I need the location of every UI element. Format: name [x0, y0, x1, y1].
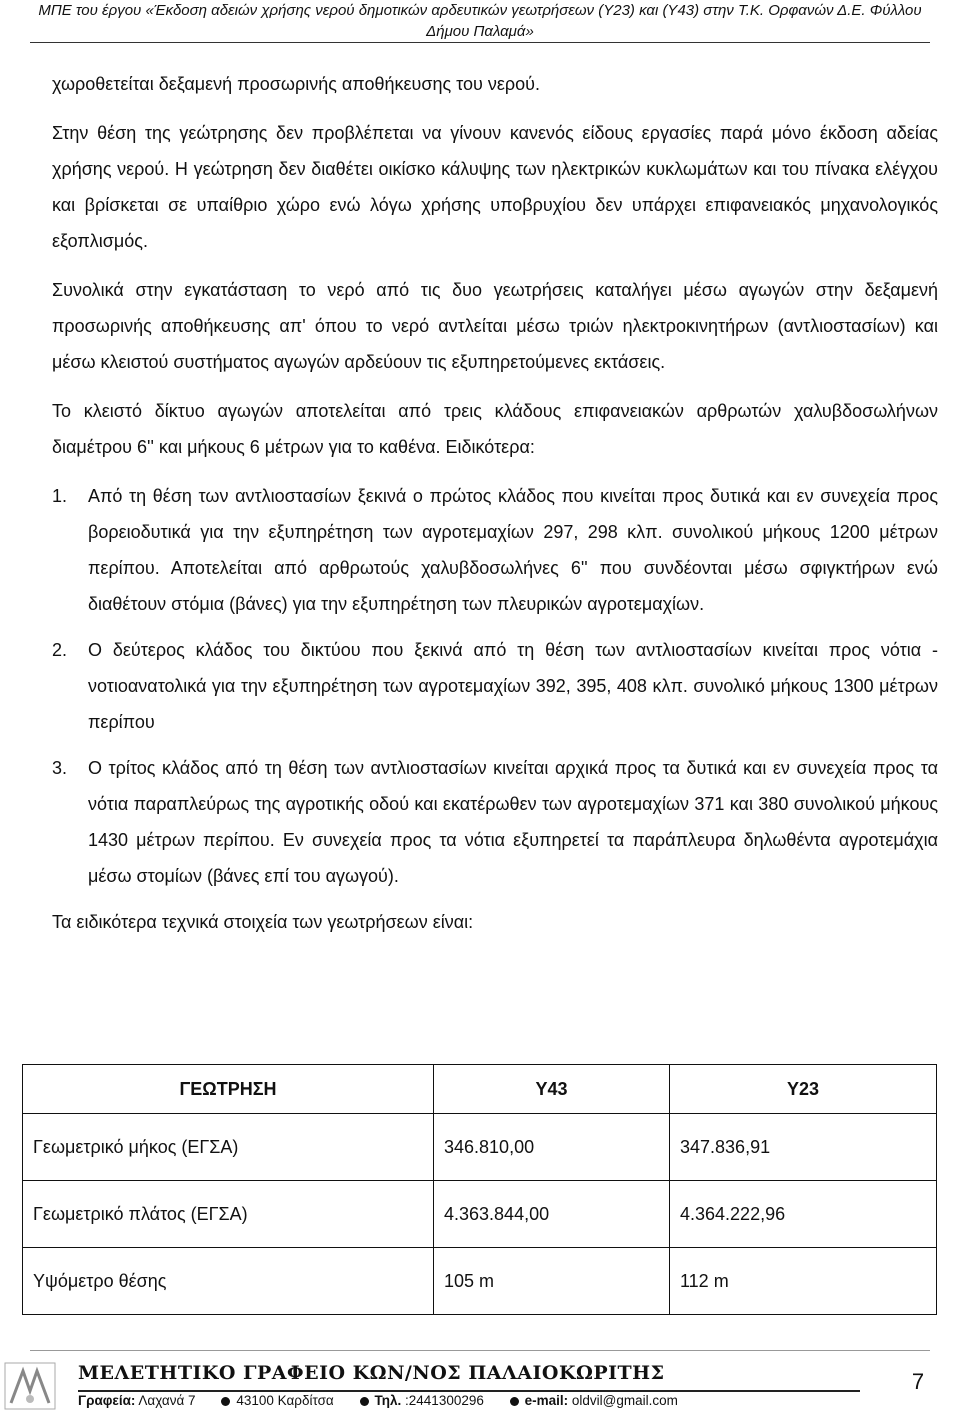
header-divider	[30, 42, 930, 43]
table-cell: Γεωμετρικό πλάτος (ΕΓΣΑ)	[23, 1181, 434, 1248]
table-header-cell: Υ43	[434, 1065, 670, 1114]
phone-label: Τηλ.	[374, 1393, 402, 1408]
table-header-row	[23, 1065, 937, 1114]
list-item-text: Ο δεύτερος κλάδος του δικτύου που ξεκινά από τη θέση των αντλιοστασίων κινείται προς νότια - νοτιοανατολικά για την εξυπηρέτηση των αγροτεμαχίων 392, 395, 408 κλπ. συνολικό μήκους 1300 μέτρων περίπου	[88, 640, 938, 732]
table-header-cell: ΓΕΩΤΡΗΣΗ	[23, 1065, 434, 1114]
footer-divider	[30, 1350, 930, 1351]
paragraph-3: Συνολικά στην εγκατάσταση το νερό από τις δυο γεωτρήσεις καταλήγει μέσω αγωγών στην δεξαμενή προσωρινής αποθήκευσης απ' όπου το νερό αντλείται μέσω τριών ηλεκτροκινητήρων (αντλιοστασίων) και μέσω κλειστού συστήματος αγωγών αρδεύουν τις εξυπηρετούμενες εκτάσεις.	[52, 280, 938, 372]
table-row	[23, 1114, 937, 1181]
email-label: e-mail:	[524, 1393, 569, 1408]
email	[510, 1393, 678, 1408]
list-item	[52, 750, 938, 894]
table-header-cell: Υ23	[670, 1065, 937, 1114]
postal-address	[221, 1393, 337, 1408]
postal-value: 43100 Καρδίτσα	[236, 1393, 334, 1408]
bullet-icon	[221, 1397, 230, 1406]
document-body	[52, 66, 938, 953]
list-item-number: 2.	[52, 640, 68, 660]
contact-line	[78, 1393, 700, 1408]
bullet-icon	[360, 1397, 369, 1406]
table-cell: 105 m	[434, 1248, 670, 1315]
paragraph-4: Το κλειστό δίκτυο αγωγών αποτελείται από τρεις κλάδους επιφανειακών αρθρωτών χαλυβδοσωλήνων διαμέτρου 6'' και μήκους 6 μέτρων για το καθένα. Ειδικότερα:	[52, 401, 938, 457]
list-item-number: 3.	[52, 758, 68, 778]
table-cell: 4.364.222,96	[670, 1181, 937, 1248]
list-item	[52, 632, 938, 740]
phone	[360, 1393, 488, 1408]
office-value: Λαχανά 7	[138, 1393, 196, 1408]
phone-value: :2441300296	[405, 1393, 484, 1408]
office-label: Γραφεία:	[78, 1393, 136, 1408]
bullet-icon	[510, 1397, 519, 1406]
document-header: ΜΠΕ του έργου «Έκδοση αδειών χρήσης νερού δημοτικών αρδευτικών γεωτρήσεων (Υ23) και (Υ43) στην Τ.Κ. Ορφανών Δ.Ε. Φύλλου Δήμου Παλαμά»	[38, 2, 922, 40]
table-cell: Γεωμετρικό μήκος (ΕΓΣΑ)	[23, 1114, 434, 1181]
company-divider	[78, 1390, 860, 1392]
table-cell: 112 m	[670, 1248, 937, 1315]
paragraph-2: Στην θέση της γεώτρησης δεν προβλέπεται να γίνουν κανενός είδους εργασίες παρά μόνο έκδοση αδείας χρήσης νερού. Η γεώτρηση δεν διαθέτει οικίσκο κάλυψης των ηλεκτρικών κυκλωμάτων και του πίνακα ελέγχου και βρίσκεται σε υπαίθριο χώρο ενώ λόγω χρήσης υποβρυχίου δεν υπάρχει επιφανειακός μηχανολογικός εξοπλισμός.	[52, 123, 938, 251]
document-footer	[0, 1350, 960, 1417]
list-item-text: Ο τρίτος κλάδος από τη θέση των αντλιοστασίων κινείται αρχικά προς τα δυτικά και εν συνεχεία προς τα νότια παραπλεύρως της αγροτικής οδού και εκατέρωθεν των αγροτεμαχίων 371 και 380 συνολικού μήκους 1430 μέτρων περίπου. Εν συνεχεία προς τα νότια εξυπηρετεί τα παράπλευρα δηλωθέντα αγροτεμάχια μέσω στομίων (βάνες επί του αγωγού).	[88, 758, 938, 886]
email-value: oldvil@gmail.com	[571, 1393, 678, 1408]
table-cell: 4.363.844,00	[434, 1181, 670, 1248]
page-number: 7	[911, 1369, 925, 1394]
paragraph-5: Τα ειδικότερα τεχνικά στοιχεία των γεωτρήσεων είναι:	[52, 912, 474, 932]
company-logo-icon	[0, 1358, 60, 1413]
table-cell: 346.810,00	[434, 1114, 670, 1181]
paragraph-1: χωροθετείται δεξαμενή προσωρινής αποθήκευσης του νερού.	[52, 74, 540, 94]
technical-data-table	[22, 1064, 937, 1315]
office-address	[78, 1393, 199, 1408]
company-name: ΜΕΛΕΤΗΤΙΚΟ ΓΡΑΦΕΙΟ ΚΩΝ/ΝΟΣ ΠΑΛΑΙΟΚΩΡΙΤΗΣ	[78, 1362, 665, 1384]
list-item	[52, 478, 938, 622]
list-item-number: 1.	[52, 486, 68, 506]
table-row	[23, 1248, 937, 1315]
table-cell: Υψόμετρο θέσης	[23, 1248, 434, 1315]
table-row	[23, 1181, 937, 1248]
list-item-text: Από τη θέση των αντλιοστασίων ξεκινά ο πρώτος κλάδος που κινείται προς δυτικά και εν συνεχεία προς βορειοδυτικά για την εξυπηρέτηση των αγροτεμαχίων 297, 298 κλπ. συνολικού μήκους 1200 μέτρων περίπου. Αποτελείται από αρθρωτούς χαλυβδοσωλήνες 6'' που συνδέονται μέσω σφιγκτήρων ενώ διαθέτουν στόμια (βάνες) για την εξυπηρέτηση των πλευρικών αγροτεμαχίων.	[88, 486, 938, 614]
table-cell: 347.836,91	[670, 1114, 937, 1181]
